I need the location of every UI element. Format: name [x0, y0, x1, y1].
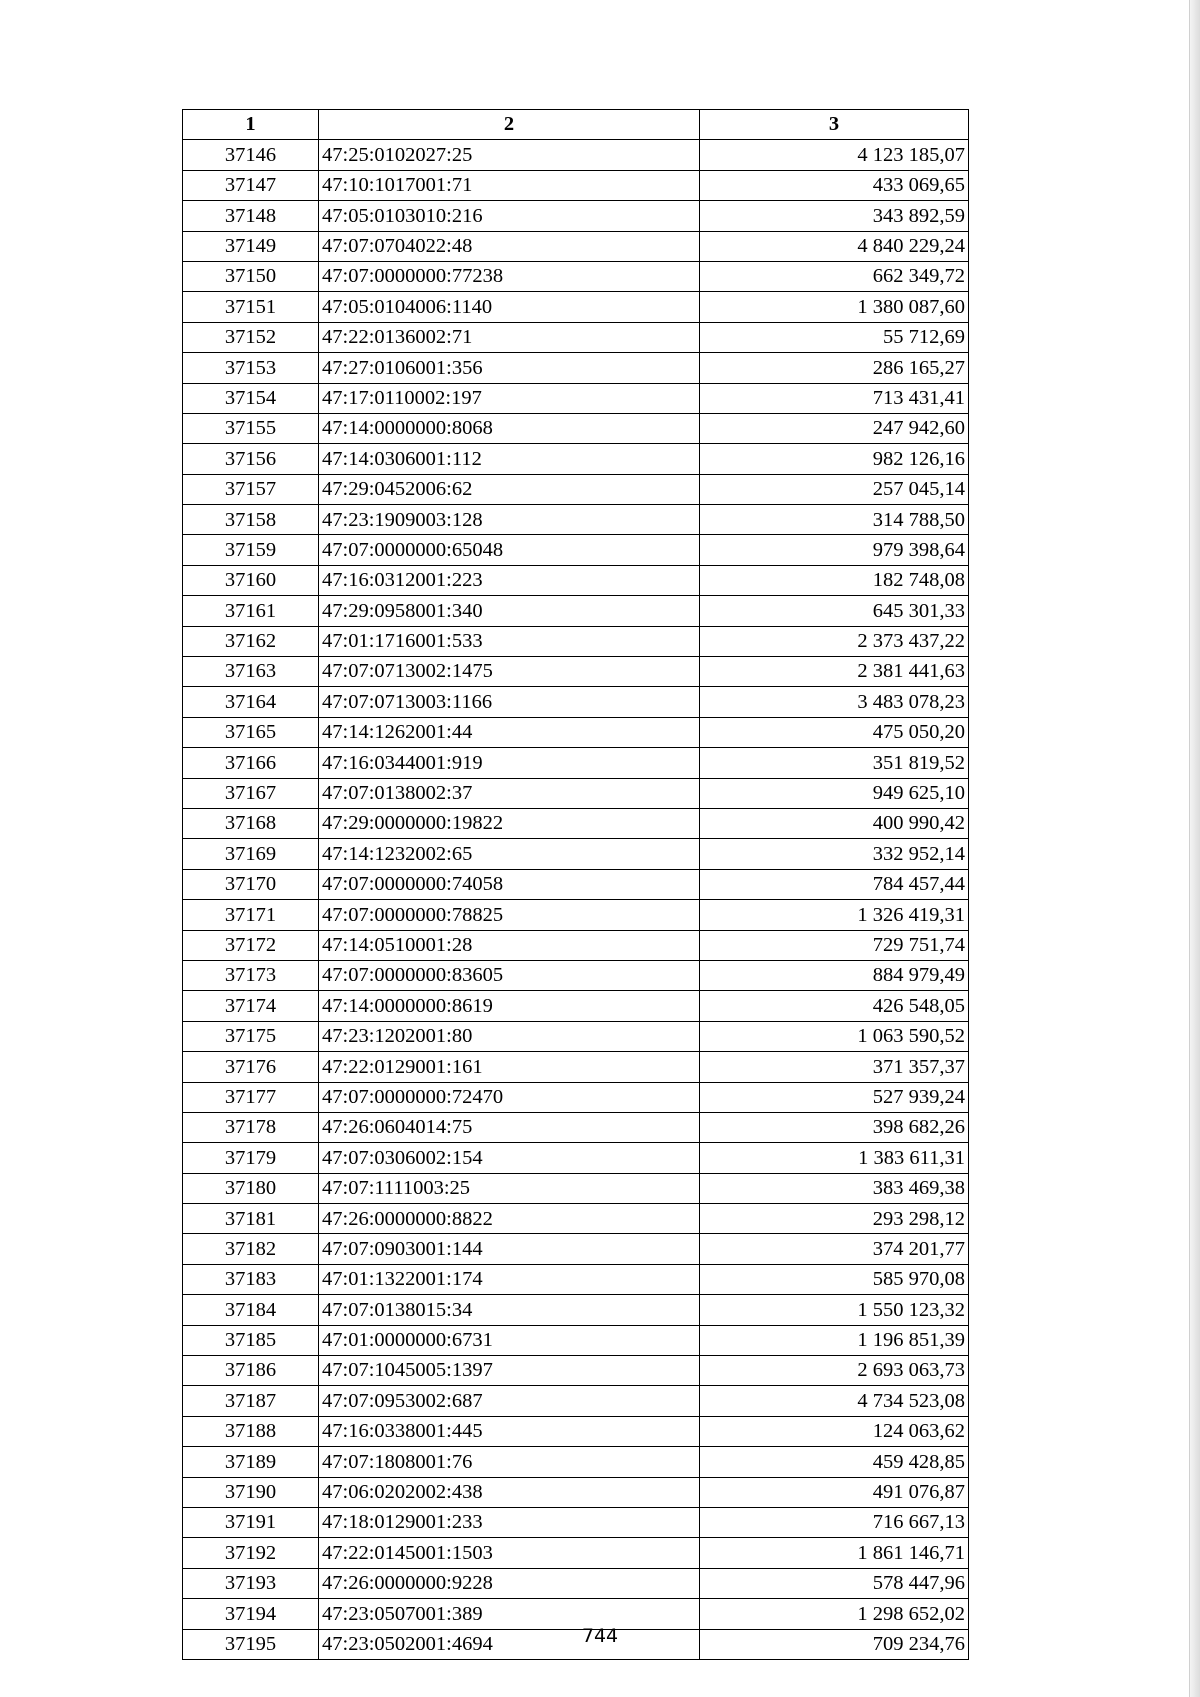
- value-cell: 784 457,44: [700, 869, 969, 899]
- value-cell: 332 952,14: [700, 839, 969, 869]
- row-number-cell: 37150: [183, 261, 319, 291]
- value-cell: 1 298 652,02: [700, 1599, 969, 1629]
- table-row: [183, 1295, 969, 1325]
- row-number-cell: 37167: [183, 778, 319, 808]
- value-cell: 257 045,14: [700, 474, 969, 504]
- cadastral-number-cell: 47:07:0000000:83605: [319, 960, 700, 990]
- cadastral-number-cell: 47:16:0312001:223: [319, 565, 700, 595]
- row-number-cell: 37148: [183, 201, 319, 231]
- value-cell: 247 942,60: [700, 413, 969, 443]
- cadastral-number-cell: 47:07:0000000:78825: [319, 900, 700, 930]
- table-header-row: [183, 110, 969, 140]
- table-row: [183, 474, 969, 504]
- row-number-cell: 37149: [183, 231, 319, 261]
- value-cell: 286 165,27: [700, 353, 969, 383]
- cadastral-number-cell: 47:01:0000000:6731: [319, 1325, 700, 1355]
- table-row: [183, 444, 969, 474]
- row-number-cell: 37190: [183, 1477, 319, 1507]
- cadastral-number-cell: 47:14:1232002:65: [319, 839, 700, 869]
- value-cell: 713 431,41: [700, 383, 969, 413]
- table-row: [183, 1386, 969, 1416]
- value-cell: 2 381 441,63: [700, 657, 969, 687]
- table-row: [183, 1021, 969, 1051]
- cadastral-value-table: [182, 109, 969, 1660]
- row-number-cell: 37180: [183, 1173, 319, 1203]
- table-row: [183, 1112, 969, 1142]
- cadastral-number-cell: 47:07:0138002:37: [319, 778, 700, 808]
- cadastral-number-cell: 47:05:0103010:216: [319, 201, 700, 231]
- cadastral-number-cell: 47:16:0344001:919: [319, 748, 700, 778]
- row-number-cell: 37181: [183, 1204, 319, 1234]
- page-edge: [1189, 0, 1200, 1697]
- row-number-cell: 37159: [183, 535, 319, 565]
- cadastral-number-cell: 47:01:1716001:533: [319, 626, 700, 656]
- table-row: [183, 1082, 969, 1112]
- row-number-cell: 37191: [183, 1507, 319, 1537]
- table-row: [183, 808, 969, 838]
- value-cell: 4 840 229,24: [700, 231, 969, 261]
- row-number-cell: 37161: [183, 596, 319, 626]
- table-row: [183, 1264, 969, 1294]
- row-number-cell: 37195: [183, 1629, 319, 1659]
- value-cell: 426 548,05: [700, 991, 969, 1021]
- table-row: [183, 687, 969, 717]
- value-cell: 1 861 146,71: [700, 1538, 969, 1568]
- cadastral-number-cell: 47:07:0000000:77238: [319, 261, 700, 291]
- value-cell: 314 788,50: [700, 505, 969, 535]
- row-number-cell: 37154: [183, 383, 319, 413]
- cadastral-number-cell: 47:07:1111003:25: [319, 1173, 700, 1203]
- row-number-cell: 37146: [183, 140, 319, 170]
- cadastral-number-cell: 47:14:0510001:28: [319, 930, 700, 960]
- value-cell: 4 734 523,08: [700, 1386, 969, 1416]
- value-cell: 371 357,37: [700, 1052, 969, 1082]
- cadastral-number-cell: 47:07:0953002:687: [319, 1386, 700, 1416]
- table-row: [183, 231, 969, 261]
- value-cell: 459 428,85: [700, 1447, 969, 1477]
- value-cell: 645 301,33: [700, 596, 969, 626]
- table-row: [183, 505, 969, 535]
- cadastral-number-cell: 47:26:0604014:75: [319, 1112, 700, 1142]
- table-row: [183, 322, 969, 352]
- row-number-cell: 37184: [183, 1295, 319, 1325]
- row-number-cell: 37153: [183, 353, 319, 383]
- cadastral-number-cell: 47:23:1909003:128: [319, 505, 700, 535]
- value-cell: 491 076,87: [700, 1477, 969, 1507]
- row-number-cell: 37178: [183, 1112, 319, 1142]
- row-number-cell: 37175: [183, 1021, 319, 1051]
- value-cell: 1 063 590,52: [700, 1021, 969, 1051]
- value-cell: 884 979,49: [700, 960, 969, 990]
- cadastral-number-cell: 47:01:1322001:174: [319, 1264, 700, 1294]
- value-cell: 293 298,12: [700, 1204, 969, 1234]
- row-number-cell: 37176: [183, 1052, 319, 1082]
- cadastral-number-cell: 47:07:0000000:74058: [319, 869, 700, 899]
- table-row: [183, 1173, 969, 1203]
- table-row: [183, 869, 969, 899]
- value-cell: 585 970,08: [700, 1264, 969, 1294]
- table-row: [183, 1204, 969, 1234]
- cadastral-number-cell: 47:25:0102027:25: [319, 140, 700, 170]
- value-cell: 1 196 851,39: [700, 1325, 969, 1355]
- row-number-cell: 37194: [183, 1599, 319, 1629]
- row-number-cell: 37155: [183, 413, 319, 443]
- row-number-cell: 37173: [183, 960, 319, 990]
- table-row: [183, 596, 969, 626]
- value-cell: 475 050,20: [700, 717, 969, 747]
- cadastral-number-cell: 47:18:0129001:233: [319, 1507, 700, 1537]
- row-number-cell: 37170: [183, 869, 319, 899]
- row-number-cell: 37177: [183, 1082, 319, 1112]
- value-cell: 1 383 611,31: [700, 1143, 969, 1173]
- value-cell: 716 667,13: [700, 1507, 969, 1537]
- cadastral-number-cell: 47:14:0306001:112: [319, 444, 700, 474]
- cadastral-number-cell: 47:06:0202002:438: [319, 1477, 700, 1507]
- row-number-cell: 37192: [183, 1538, 319, 1568]
- row-number-cell: 37165: [183, 717, 319, 747]
- table-row: [183, 1416, 969, 1446]
- value-cell: 124 063,62: [700, 1416, 969, 1446]
- table-row: [183, 900, 969, 930]
- value-cell: 527 939,24: [700, 1082, 969, 1112]
- row-number-cell: 37156: [183, 444, 319, 474]
- cadastral-number-cell: 47:27:0106001:356: [319, 353, 700, 383]
- table-row: [183, 1538, 969, 1568]
- cadastral-number-cell: 47:07:1045005:1397: [319, 1356, 700, 1386]
- row-number-cell: 37162: [183, 626, 319, 656]
- table-row: [183, 626, 969, 656]
- cadastral-number-cell: 47:07:0000000:72470: [319, 1082, 700, 1112]
- table-body: [183, 140, 969, 1660]
- value-cell: 662 349,72: [700, 261, 969, 291]
- cadastral-number-cell: 47:22:0136002:71: [319, 322, 700, 352]
- table-row: [183, 1325, 969, 1355]
- row-number-cell: 37186: [183, 1356, 319, 1386]
- row-number-cell: 37187: [183, 1386, 319, 1416]
- row-number-cell: 37163: [183, 657, 319, 687]
- table-row: [183, 383, 969, 413]
- table-row: [183, 1234, 969, 1264]
- row-number-cell: 37164: [183, 687, 319, 717]
- value-cell: 383 469,38: [700, 1173, 969, 1203]
- row-number-cell: 37174: [183, 991, 319, 1021]
- value-cell: 343 892,59: [700, 201, 969, 231]
- value-cell: 729 751,74: [700, 930, 969, 960]
- value-cell: 1 550 123,32: [700, 1295, 969, 1325]
- cadastral-number-cell: 47:16:0338001:445: [319, 1416, 700, 1446]
- value-cell: 2 373 437,22: [700, 626, 969, 656]
- value-cell: 2 693 063,73: [700, 1356, 969, 1386]
- column-header-2: 2: [319, 110, 700, 140]
- row-number-cell: 37157: [183, 474, 319, 504]
- cadastral-number-cell: 47:14:1262001:44: [319, 717, 700, 747]
- cadastral-number-cell: 47:10:1017001:71: [319, 170, 700, 200]
- row-number-cell: 37185: [183, 1325, 319, 1355]
- value-cell: 374 201,77: [700, 1234, 969, 1264]
- cadastral-number-cell: 47:29:0452006:62: [319, 474, 700, 504]
- cadastral-number-cell: 47:07:0138015:34: [319, 1295, 700, 1325]
- value-cell: 351 819,52: [700, 748, 969, 778]
- table-row: [183, 170, 969, 200]
- table-row: [183, 261, 969, 291]
- cadastral-number-cell: 47:29:0000000:19822: [319, 808, 700, 838]
- value-cell: 55 712,69: [700, 322, 969, 352]
- table-row: [183, 535, 969, 565]
- table-row: [183, 839, 969, 869]
- cadastral-number-cell: 47:22:0145001:1503: [319, 1538, 700, 1568]
- cadastral-number-cell: 47:29:0958001:340: [319, 596, 700, 626]
- table-row: [183, 717, 969, 747]
- row-number-cell: 37151: [183, 292, 319, 322]
- row-number-cell: 37182: [183, 1234, 319, 1264]
- column-header-1: 1: [183, 110, 319, 140]
- value-cell: 709 234,76: [700, 1629, 969, 1659]
- cadastral-number-cell: 47:14:0000000:8619: [319, 991, 700, 1021]
- cadastral-number-cell: 47:17:0110002:197: [319, 383, 700, 413]
- table-row: [183, 1052, 969, 1082]
- cadastral-number-cell: 47:22:0129001:161: [319, 1052, 700, 1082]
- table-row: [183, 1447, 969, 1477]
- value-cell: 949 625,10: [700, 778, 969, 808]
- table-row: [183, 1143, 969, 1173]
- row-number-cell: 37160: [183, 565, 319, 595]
- row-number-cell: 37158: [183, 505, 319, 535]
- table-row: [183, 930, 969, 960]
- table-row: [183, 201, 969, 231]
- table-row: [183, 1477, 969, 1507]
- cadastral-number-cell: 47:07:0000000:65048: [319, 535, 700, 565]
- table-row: [183, 353, 969, 383]
- value-cell: 1 380 087,60: [700, 292, 969, 322]
- row-number-cell: 37168: [183, 808, 319, 838]
- cadastral-number-cell: 47:07:0713003:1166: [319, 687, 700, 717]
- cadastral-number-cell: 47:07:0704022:48: [319, 231, 700, 261]
- row-number-cell: 37166: [183, 748, 319, 778]
- row-number-cell: 37189: [183, 1447, 319, 1477]
- table-row: [183, 748, 969, 778]
- value-cell: 4 123 185,07: [700, 140, 969, 170]
- table-row: [183, 413, 969, 443]
- cadastral-number-cell: 47:07:0903001:144: [319, 1234, 700, 1264]
- value-cell: 979 398,64: [700, 535, 969, 565]
- cadastral-number-cell: 47:26:0000000:9228: [319, 1568, 700, 1598]
- cadastral-number-cell: 47:26:0000000:8822: [319, 1204, 700, 1234]
- value-cell: 400 990,42: [700, 808, 969, 838]
- cadastral-number-cell: 47:05:0104006:1140: [319, 292, 700, 322]
- row-number-cell: 37193: [183, 1568, 319, 1598]
- row-number-cell: 37147: [183, 170, 319, 200]
- row-number-cell: 37152: [183, 322, 319, 352]
- table-row: [183, 565, 969, 595]
- table-row: [183, 140, 969, 170]
- value-cell: 982 126,16: [700, 444, 969, 474]
- table-row: [183, 1507, 969, 1537]
- row-number-cell: 37179: [183, 1143, 319, 1173]
- value-cell: 578 447,96: [700, 1568, 969, 1598]
- table-row: [183, 960, 969, 990]
- cadastral-number-cell: 47:23:0507001:389: [319, 1599, 700, 1629]
- cadastral-number-cell: 47:07:1808001:76: [319, 1447, 700, 1477]
- row-number-cell: 37169: [183, 839, 319, 869]
- table-row: [183, 991, 969, 1021]
- table-row: [183, 1356, 969, 1386]
- page-number: 744: [581, 1625, 619, 1647]
- value-cell: 433 069,65: [700, 170, 969, 200]
- table-row: [183, 657, 969, 687]
- cadastral-number-cell: 47:14:0000000:8068: [319, 413, 700, 443]
- value-cell: 1 326 419,31: [700, 900, 969, 930]
- table-row: [183, 778, 969, 808]
- value-cell: 398 682,26: [700, 1112, 969, 1142]
- value-cell: 182 748,08: [700, 565, 969, 595]
- table-row: [183, 292, 969, 322]
- value-cell: 3 483 078,23: [700, 687, 969, 717]
- cadastral-number-cell: 47:23:0502001:4694: [319, 1629, 700, 1659]
- cadastral-number-cell: 47:07:0713002:1475: [319, 657, 700, 687]
- cadastral-number-cell: 47:23:1202001:80: [319, 1021, 700, 1051]
- row-number-cell: 37171: [183, 900, 319, 930]
- cadastral-number-cell: 47:07:0306002:154: [319, 1143, 700, 1173]
- table-row: [183, 1568, 969, 1598]
- row-number-cell: 37188: [183, 1416, 319, 1446]
- column-header-3: 3: [700, 110, 969, 140]
- row-number-cell: 37183: [183, 1264, 319, 1294]
- row-number-cell: 37172: [183, 930, 319, 960]
